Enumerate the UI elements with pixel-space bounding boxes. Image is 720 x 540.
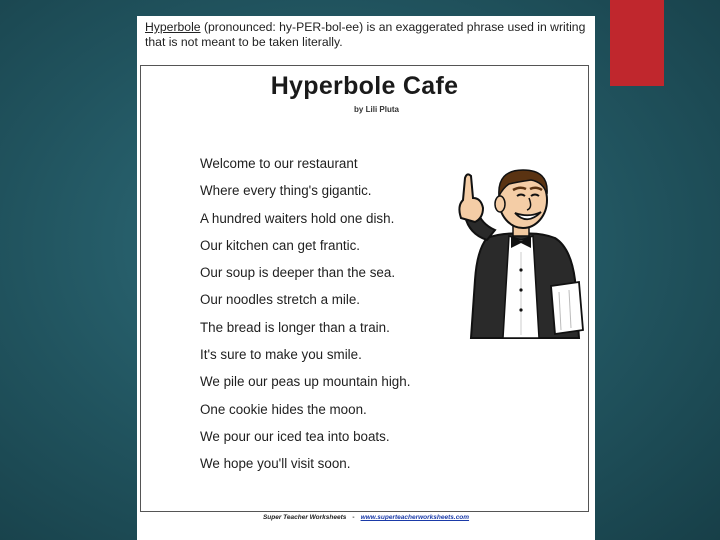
poem-line: The bread is longer than a train.	[200, 319, 390, 335]
poem-line: We pile our peas up mountain high.	[200, 374, 411, 390]
definition-text: (pronounced: hy-PER-bol-ee) is an exaggerated phrase used in writing that is not meant to be taken literally.	[145, 20, 586, 49]
poem-line: It's sure to make you smile.	[200, 347, 362, 363]
worksheet-frame	[140, 65, 589, 512]
poem-line: Our noodles stretch a mile.	[200, 292, 361, 308]
waiter-icon	[447, 160, 587, 340]
poem-line: One cookie hides the moon.	[200, 401, 367, 417]
poem-line: A hundred waiters hold one dish.	[200, 210, 395, 226]
hyperbole-definition	[145, 20, 591, 50]
worksheet-byline: by Lili Pluta	[354, 105, 399, 114]
worksheet-footer	[137, 514, 595, 521]
poem-line: We hope you'll visit soon.	[200, 456, 351, 472]
poem-line: We pour our iced tea into boats.	[200, 428, 390, 444]
worksheet-page	[137, 16, 595, 540]
definition-term: Hyperbole	[145, 20, 201, 34]
poem-line: Welcome to our restaurant	[200, 156, 358, 171]
poem-line: Our soup is deeper than the sea.	[200, 265, 396, 281]
poem-line: Our kitchen can get frantic.	[200, 237, 361, 253]
footer-separator: -	[352, 514, 355, 521]
accent-bar	[610, 0, 664, 86]
poem	[200, 156, 410, 484]
footer-brand: Super Teacher Worksheets	[262, 514, 347, 521]
footer-url-link[interactable]: www.superteacherworksheets.com	[360, 514, 470, 521]
worksheet-title: Hyperbole Cafe	[270, 72, 459, 100]
poem-line: Where every thing's gigantic.	[200, 183, 372, 199]
